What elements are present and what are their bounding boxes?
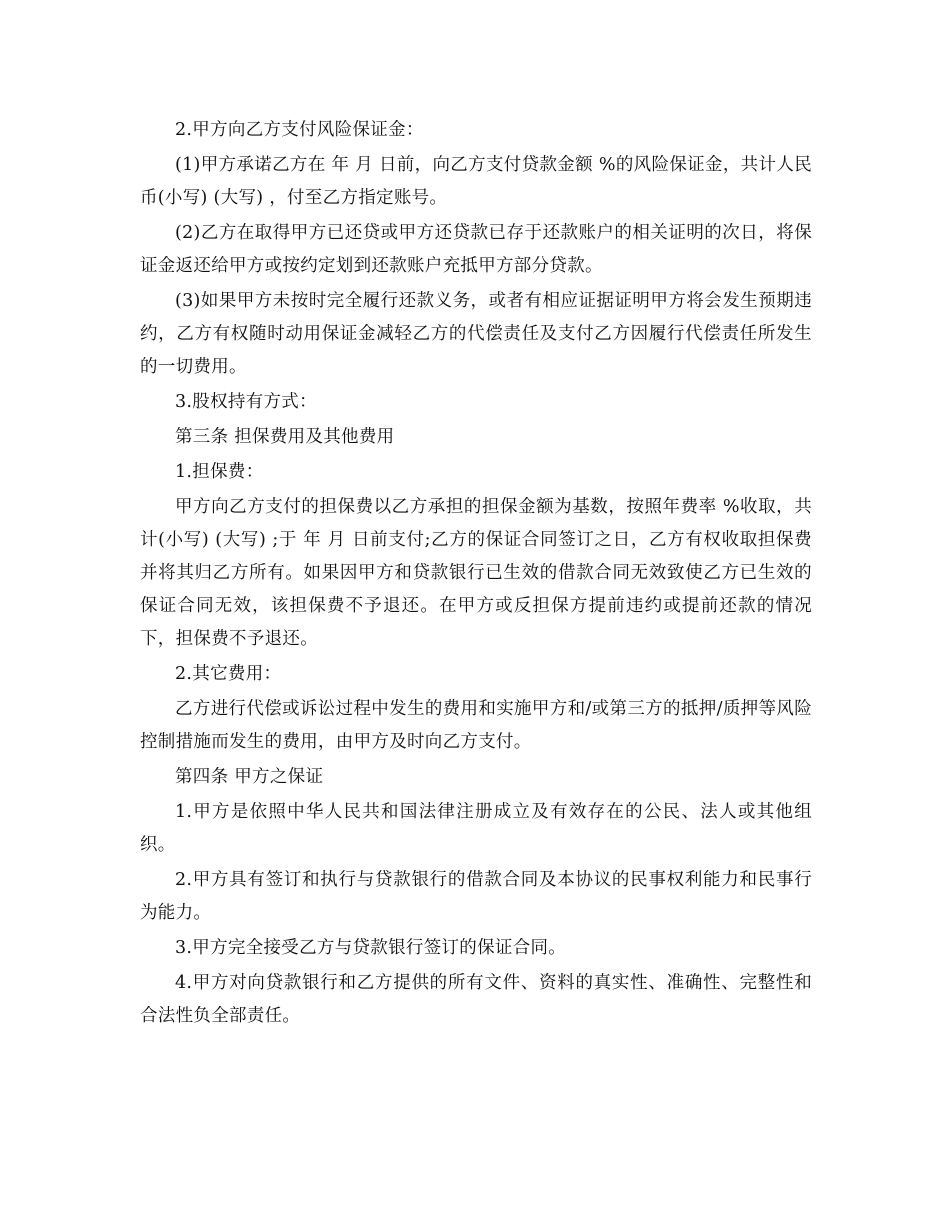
document-body [140, 114, 812, 1035]
paragraph-deposit-clause-1: (1)甲方承诺乙方在 年 月 日前，向乙方支付贷款金额 %的风险保证金，共计人民币(小写) (大写) ，付至乙方指定账号。 [140, 155, 812, 208]
paragraph-other-fees-heading: 2.其它费用： [175, 664, 282, 684]
paragraph-warranty-2: 2.甲方具有签订和执行与贷款银行的借款合同及本协议的民事权利能力和民事行为能力。 [140, 870, 812, 923]
paragraph-guarantee-fee-heading: 1.担保费： [175, 462, 264, 482]
article-4-heading: 第四条 甲方之保证 [175, 767, 324, 787]
paragraph-warranty-4: 4.甲方对向贷款银行和乙方提供的所有文件、资料的真实性、准确性、完整性和合法性负全部责任。 [140, 973, 812, 1026]
paragraph-deposit-clause-2: (2)乙方在取得甲方已还贷或甲方还贷款已存于还款账户的相关证明的次日，将保证金返还给甲方或按约定划到还款账户充抵甲方部分贷款。 [140, 223, 812, 276]
paragraph-warranty-1: 1.甲方是依照中华人民共和国法律注册成立及有效存在的公民、法人或其他组织。 [140, 802, 812, 855]
paragraph-other-fees-body: 乙方进行代偿或诉讼过程中发生的费用和实施甲方和/或第三方的抵押/质押等风险控制措施而发生的费用，由甲方及时向乙方支付。 [140, 699, 812, 752]
paragraph-guarantee-fee-body: 甲方向乙方支付的担保费以乙方承担的担保金额为基数，按照年费率 %收取，共计(小写) (大写) ;于 年 月 日前支付;乙方的保证合同签订之日，乙方有权收取担保费并将其归乙方所有。如果因甲方和贷款银行已生效的借款合同无效致使乙方已生效的保证合同无效，该担保费不予退还。在甲方或反担保方提前违约或提前还款的情况下，担保费不予退还。 [140, 497, 812, 649]
paragraph-risk-deposit-heading: 2.甲方向乙方支付风险保证金： [175, 120, 424, 140]
paragraph-deposit-clause-3: (3)如果甲方未按时完全履行还款义务，或者有相应证据证明甲方将会发生预期违约，乙方有权随时动用保证金减轻乙方的代偿责任及支付乙方因履行代偿责任所发生的一切费用。 [140, 291, 812, 377]
paragraph-equity-holding: 3.股权持有方式： [175, 392, 317, 412]
article-3-heading: 第三条 担保费用及其他费用 [175, 427, 395, 447]
paragraph-warranty-3: 3.甲方完全接受乙方与贷款银行签订的保证合同。 [175, 938, 567, 958]
